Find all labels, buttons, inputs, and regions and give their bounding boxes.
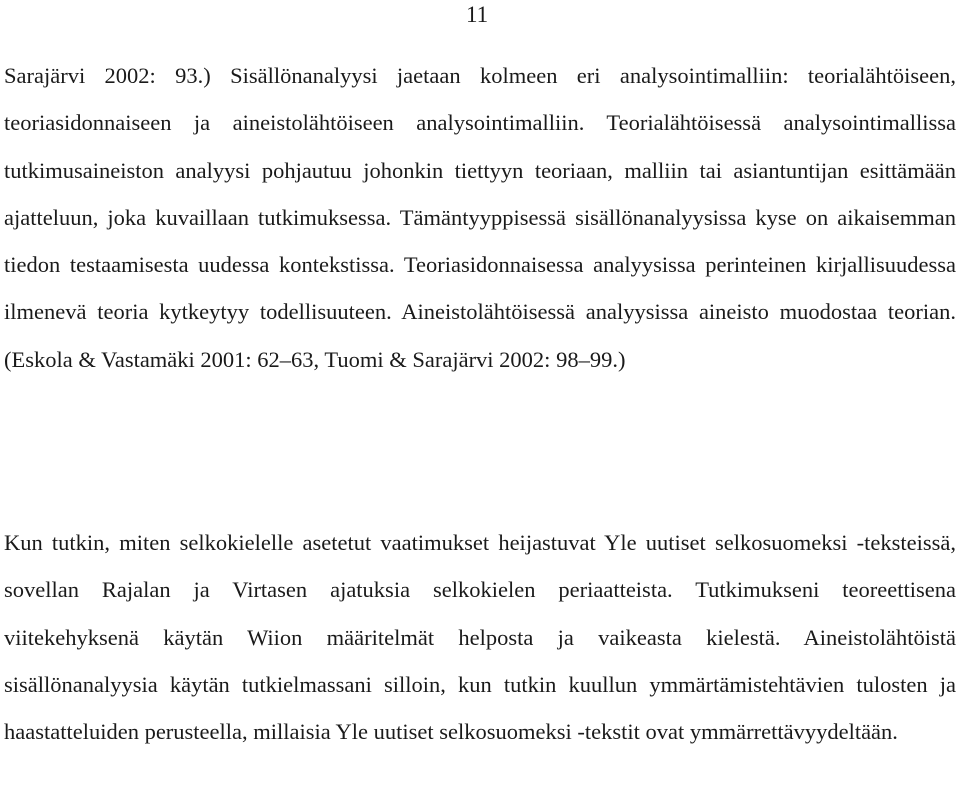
page-number: 11 xyxy=(466,2,489,27)
paragraph: Kun tutkin, miten selkokielelle asetetut vaatimukset heijastuvat Yle uutiset selkosuomeksi -teksteissä, sovellan Rajalan ja Virtasen ajatuksia selkokielen periaatteista. Tutkimukseni teoreettisena viitekehyksenä käytän Wiion määritelmät helposta ja vaikeasta kielestä. Aineistolähtöistä sisällönanalyysia käytän tutkielmassani silloin, kun tutkin kuullun ymmärtämistehtävien tulosten ja haastatteluiden perusteella, millaisia Yle uutiset selkosuomeksi -tekstit ovat ymmärrettävyydeltään. xyxy=(4,530,956,745)
paragraph: Sarajärvi 2002: 93.) Sisällönanalyysi jaetaan kolmeen eri analysointimalliin: teorialähtöiseen, teoriasidonnaiseen ja aineistolähtöiseen analysointimalliin. Teorialähtöisessä analysointimallissa tutkimusaineiston analyysi pohjautuu johonkin tiettyyn teoriaan, malliin tai asiantuntijan esittämään ajatteluun, joka kuvaillaan tutkimuksessa. Tämäntyyppisessä sisällönanalyysissa kyse on aikaisemman tiedon testaamisesta uudessa kontekstissa. Teoriasidonnaisessa analyysissa perinteinen kirjallisuudessa ilmenevä teoria kytkeytyy todellisuuteen. Aineistolähtöisessä analyysissa aineisto muodostaa teorian. (Eskola & Vastamäki 2001: 62–63, Tuomi & Sarajärvi 2002: 98–99.) xyxy=(4,63,956,372)
